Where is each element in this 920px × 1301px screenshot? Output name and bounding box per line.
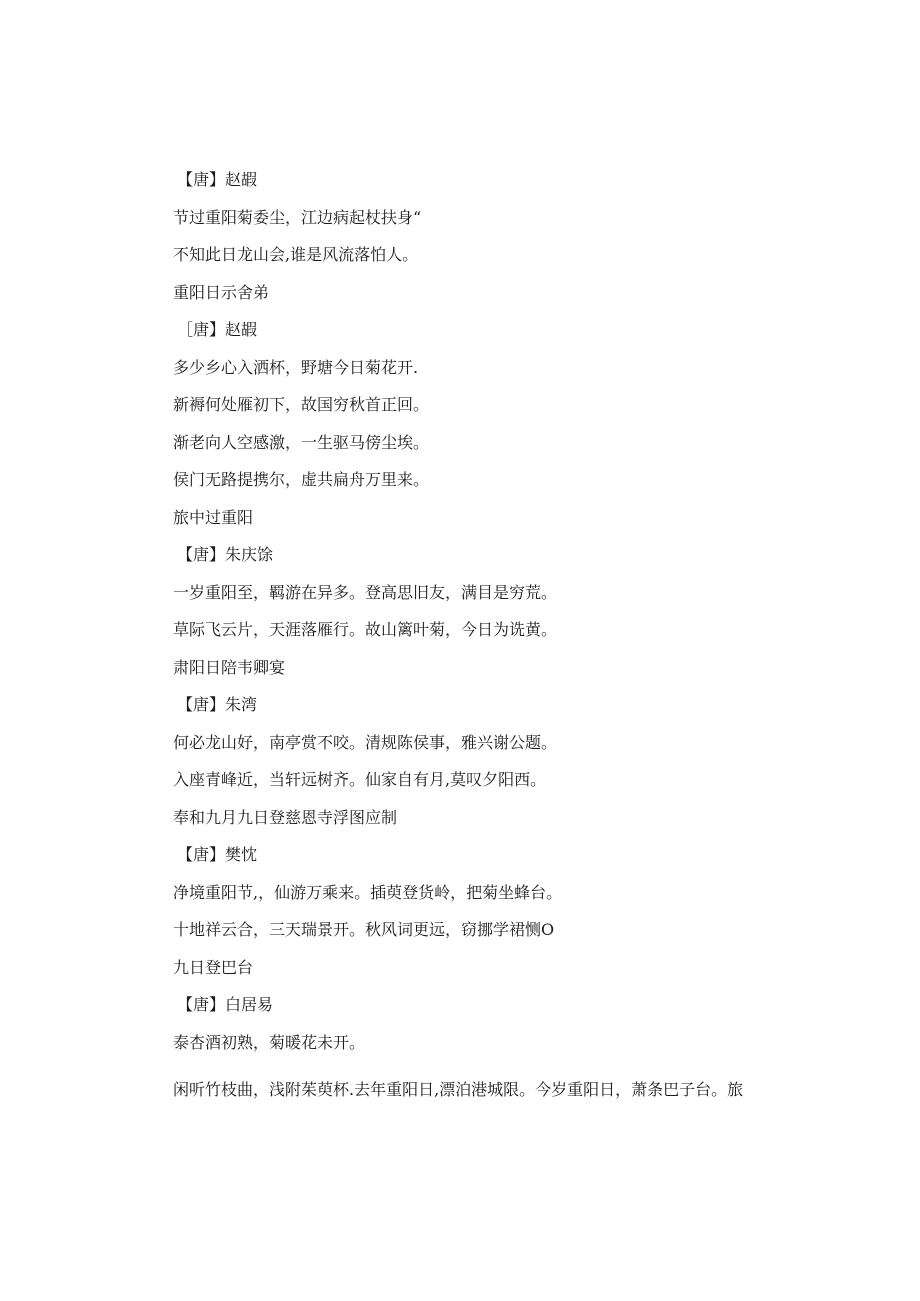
poem-title: 重阳日示舍弟 [173, 283, 270, 302]
poem-verse: 泰杏酒初熟，菊暖花未开。 [173, 1033, 366, 1052]
poem-verse: 一岁重阳至，羁游在异多。登高思旧友，满目是穷荒。 [173, 583, 558, 602]
poem-verse: 草际飞云片，天涯落雁行。故山篱叶菊，今日为诜黄。 [173, 620, 558, 639]
poem-title: 九日登巴台 [173, 958, 254, 977]
poem-author: 【唐】朱湾 [177, 695, 258, 714]
poem-title: 旅中过重阳 [173, 508, 254, 527]
poem-verse: 节过重阳菊委尘，江边病起杖扶身“ [173, 208, 422, 227]
poem-author: 【唐】樊忱 [177, 845, 258, 864]
poem-author: 【唐】白居易 [177, 995, 274, 1014]
poem-title: 奉和九月九日登慈恩寺浮图应制 [173, 808, 398, 827]
poem-verse: 入座青峰近，当轩远树齐。仙家自有月,莫叹夕阳西。 [173, 770, 547, 789]
poem-author: ［唐】赵嘏 [177, 320, 258, 339]
poem-verse: 渐老向人空感激，一生驱马傍尘埃。 [173, 433, 430, 452]
poem-verse: 新褥何处雁初下，故国穷秋首正回。 [173, 395, 430, 414]
poem-author: 【唐】赵嘏 [177, 170, 258, 189]
poem-author: 【唐】朱庆馀 [177, 545, 274, 564]
poem-verse: 多少乡心入洒杯，野塘今日菊花开. [173, 358, 419, 377]
poem-verse: 净境重阳节,，仙游万乘来。插萸登货岭，把菊坐蜂台。 [173, 883, 563, 902]
poem-verse: 十地祥云合，三天瑞景开。秋风词更远，窃挪学裙恻O [173, 920, 555, 939]
poem-title: 肃阳日陪韦卿宴 [173, 658, 286, 677]
poem-verse: 何必龙山好，南亭赏不咬。清规陈侯事，雅兴谢公题。 [173, 733, 558, 752]
poem-verse: 不知此日龙山会,谁是风流落怕人。 [173, 245, 419, 264]
poem-verse: 闲听竹枝曲，浅附茱萸杯.去年重阳日,漂泊港城限。今岁重阳日，萧条巴子台。旅 [173, 1080, 744, 1099]
poem-verse: 侯门无路提携尔，虚共扁舟万里来。 [173, 470, 430, 489]
